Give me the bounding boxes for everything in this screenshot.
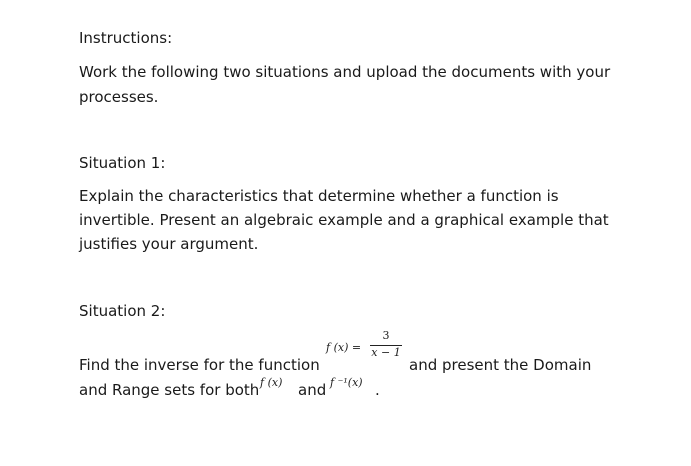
situation-2-heading: Situation 2: <box>79 302 166 320</box>
situation-2-line-1-end: and present the Domain <box>409 356 592 374</box>
formula-numerator: 3 <box>382 329 390 342</box>
situation-1-heading: Situation 1: <box>79 154 166 172</box>
situation-2-line-1-start: Find the inverse for the function <box>79 356 320 374</box>
formula-denominator: x − 1 <box>371 346 401 359</box>
situation-1-line-1: Explain the characteristics that determine whether a function is <box>79 187 559 205</box>
f-inverse: f ⁻¹(x) <box>330 376 363 389</box>
situation-2-line-2-end: . <box>375 381 380 399</box>
instructions-heading: Instructions: <box>79 29 173 47</box>
situation-1-line-3: justifies your argument. <box>79 235 259 253</box>
instructions-line-1: Work the following two situations and upload the documents with your <box>79 63 611 81</box>
situation-2-line-2-start: and Range sets for both <box>79 381 260 399</box>
formula-lhs: f (x) = <box>326 341 362 354</box>
formula-fraction <box>370 329 402 363</box>
f-of-x: f (x) <box>260 376 283 389</box>
situation-2-line-2-mid: and <box>298 381 327 399</box>
instructions-line-2: processes. <box>79 88 159 106</box>
situation-1-line-2: invertible. Present an algebraic example and a graphical example that <box>79 211 609 229</box>
